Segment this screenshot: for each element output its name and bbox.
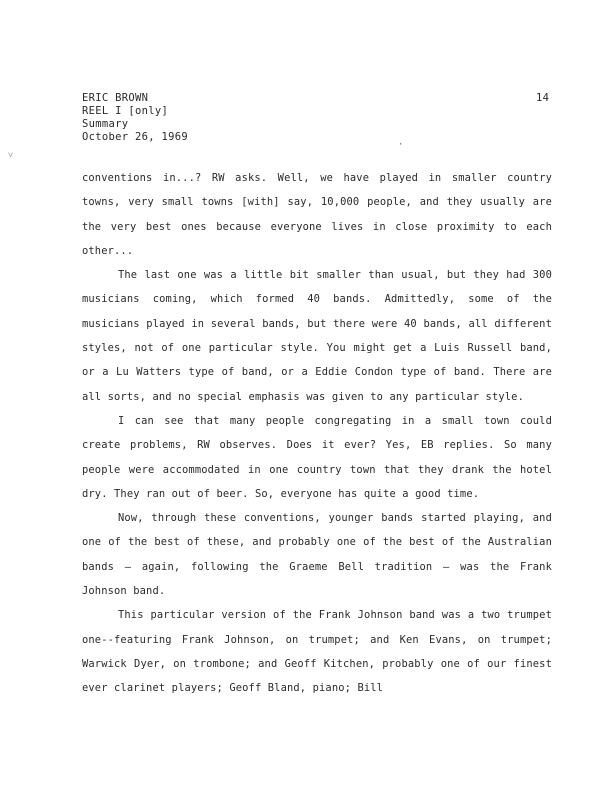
header-reel: REEL I [only] bbox=[82, 105, 169, 117]
paragraph: The last one was a little bit smaller than usual, but they had 300 musicians coming, which formed 40 bands. Admittedly, some of the musicians played in several bands, but there were 40 bands, all different styles, not of one particular style. You might get a Luis Russell band, or a Lu Watters type of band, or a Eddie Condon type of band. There are all sorts, and no special emphasis was given to any particular style. bbox=[82, 269, 552, 403]
paragraph: I can see that many people congregating in a small town could create problems, RW observes. Does it ever? Yes, EB replies. So many people were accommodated in one country town that they drank the hotel dry. They ran out of beer. So, everyone has quite a good time. bbox=[82, 414, 552, 500]
paragraph: This particular version of the Frank Johnson band was a two trumpet one--featuring Frank Johnson, on trumpet; and Ken Evans, on trumpet; Warwick Dyer, on trombone; and Geoff Kitchen, probably one of our finest ever clarinet players; Geoff Bland, piano; Bill bbox=[82, 609, 552, 695]
document-header bbox=[82, 92, 188, 144]
page-number: 14 bbox=[536, 92, 550, 104]
header-date: October 26, 1969 bbox=[82, 131, 188, 143]
header-name: ERIC BROWN bbox=[82, 92, 149, 104]
transcript-body bbox=[82, 166, 552, 701]
stray-mark: ˅ bbox=[8, 151, 14, 161]
stray-mark: · bbox=[398, 140, 404, 150]
header-summary: Summary bbox=[82, 118, 129, 130]
paragraph: Now, through these conventions, younger bands started playing, and one of the best of these, and probably one of the best of the Australian bands — again, following the Graeme Bell tradition — was the Frank Johnson band. bbox=[82, 512, 552, 598]
paragraph: conventions in...? RW asks. Well, we have played in smaller country towns, very small towns [with] say, 10,000 people, and they usually are the very best ones because everyone lives in close proximity to each other... bbox=[82, 172, 552, 257]
